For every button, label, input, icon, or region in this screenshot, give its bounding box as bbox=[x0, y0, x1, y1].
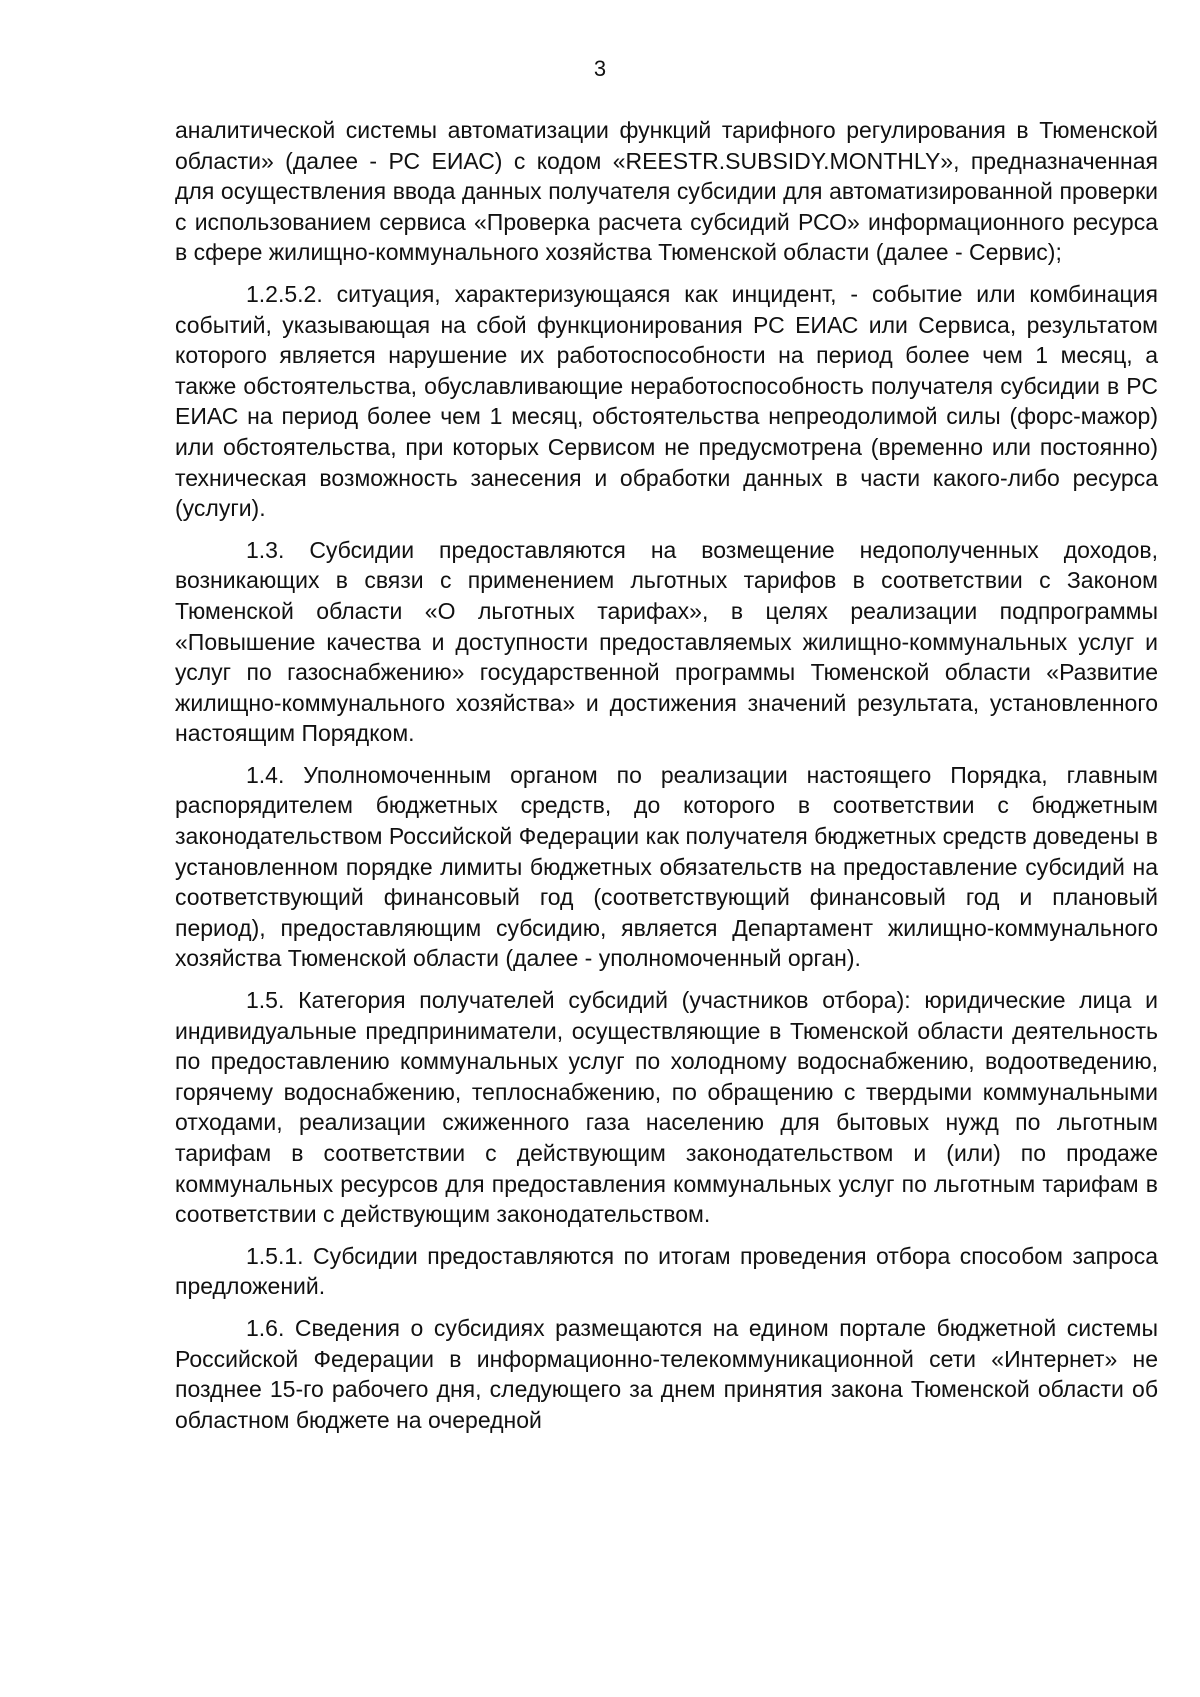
page-number: 3 bbox=[593, 56, 607, 81]
paragraph-1-6: 1.6. Сведения о субсидиях размещаются на едином портале бюджетной системы Российской Федерации в информационно-телекоммуникационной сети «Интернет» не позднее 15-го рабочего дня, следующего за днем принятия закона Тюменской области об областном бюджете на очередной bbox=[175, 1314, 1158, 1433]
paragraph-1-5: 1.5. Категория получателей субсидий (участников отбора): юридические лица и индивидуальные предприниматели, осуществляющие в Тюменской области деятельность по предоставлению коммунальных услуг по холодному водоснабжению, водоотведению, горячему водоснабжению, теплоснабжению, по обращению с твердыми коммунальными отходами, реализации сжиженного газа населению для бытовых нужд по льготным тарифам в соответствии с действующим законодательством и (или) по продаже коммунальных ресурсов для предоставления коммунальных услуг по льготным тарифам в соответствии с действующим законодательством. bbox=[175, 987, 1158, 1228]
paragraph-1-4: 1.4. Уполномоченным органом по реализации настоящего Порядка, главным распорядителем бюджетных средств, до которого в соответствии с бюджетным законодательством Российской Федерации как получателя бюджетных средств доведены в установленном порядке лимиты бюджетных обязательств на предоставление субсидий на соответствующий финансовый год (соответствующий финансовый год и плановый период), предоставляющим субсидию, является Департамент жилищно-коммунального хозяйства Тюменской области (далее - уполномоченный орган). bbox=[175, 761, 1158, 972]
paragraph-1-3: 1.3. Субсидии предоставляются на возмещение недополученных доходов, возникающих в связи с применением льготных тарифов в соответствии с Законом Тюменской области «О льготных тарифах», в целях реализации подпрограммы «Повышение качества и доступности предоставляемых жилищно-коммунальных услуг и услуг по газоснабжению» государственной программы Тюменской области «Развитие жилищно-коммунального хозяйства» и достижения значений результата, установленного настоящим Порядком. bbox=[175, 536, 1158, 747]
document-body bbox=[175, 115, 1158, 1435]
paragraph-1-2-5-1-continuation: аналитической системы автоматизации функций тарифного регулирования в Тюменской области» (далее - РС ЕИАС) с кодом «REESTR.SUBSIDY.MONTHLY», предназначенная для осуществления ввода данных получателя субсидии для автоматизированной проверки с использованием сервиса «Проверка расчета субсидий РСО» информационного ресурса в сфере жилищно-коммунального хозяйства Тюменской области (далее - Сервис); bbox=[175, 117, 1158, 266]
paragraph-1-2-5-2: 1.2.5.2. ситуация, характеризующаяся как инцидент, - событие или комбинация событий, указывающая на сбой функционирования РС ЕИАС или Сервиса, результатом которого является нарушение их работоспособности на период более чем 1 месяц, а также обстоятельства, обуславливающие неработоспособность получателя субсидии в РС ЕИАС на период более чем 1 месяц, обстоятельства непреодолимой силы (форс-мажор) или обстоятельства, при которых Сервисом не предусмотрена (временно или постоянно) техническая возможность занесения и обработки данных в части какого-либо ресурса (услуги). bbox=[175, 280, 1158, 522]
paragraph-1-5-1: 1.5.1. Субсидии предоставляются по итогам проведения отбора способом запроса предложений. bbox=[175, 1242, 1158, 1300]
